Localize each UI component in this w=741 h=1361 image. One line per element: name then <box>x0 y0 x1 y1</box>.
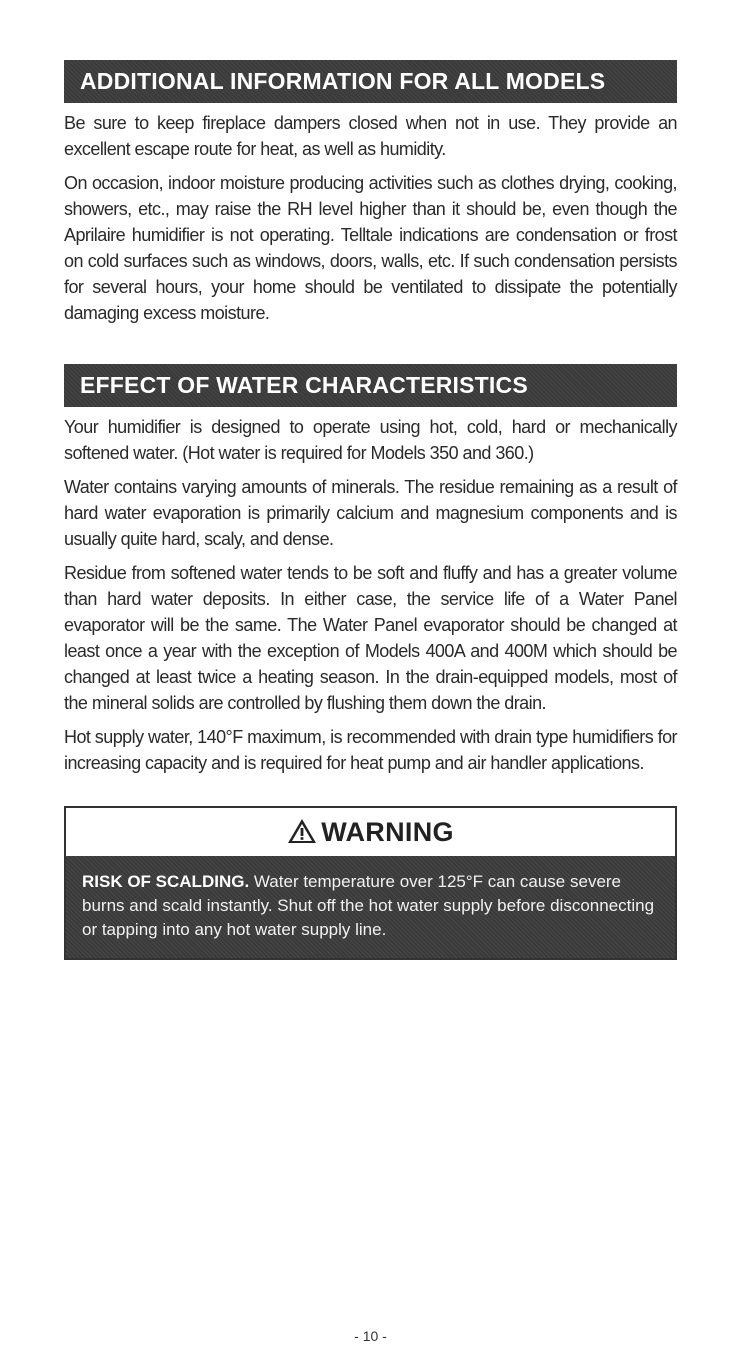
warning-body <box>66 856 675 958</box>
warning-title <box>66 808 675 856</box>
paragraph-fireplace-dampers: Be sure to keep fireplace dampers closed when not in use. They provide an excellent escape route for heat, as well as humidity. <box>64 113 677 159</box>
document-page <box>64 60 677 960</box>
warning-triangle-icon <box>287 811 317 859</box>
warning-lead: RISK OF SCALDING. <box>82 872 250 891</box>
paragraph-minerals: Water contains varying amounts of minerals. The residue remaining as a result of hard water evaporation is primarily calcium and magnesium components and is usually quite hard, scaly, and dense. <box>64 477 677 549</box>
section-header-water-characteristics: EFFECT OF WATER CHARACTERISTICS <box>64 364 677 407</box>
warning-box <box>64 806 677 960</box>
section-header-additional-info: ADDITIONAL INFORMATION FOR ALL MODELS <box>64 60 677 103</box>
warning-title-text: WARNING <box>321 817 454 847</box>
paragraph-softened-water-residue: Residue from softened water tends to be soft and fluffy and has a greater volume than hard water deposits. In either case, the service life of a Water Panel evaporator will be the same. The Water Panel evaporator should be changed at least once a year with the exception of Models 400A and 400M which should be changed at least twice a heating season. In the drain-equipped models, most of the mineral solids are controlled by flushing them down the drain. <box>64 563 677 713</box>
paragraph-hot-supply-water: Hot supply water, 140°F maximum, is recommended with drain type humidifiers for increasing capacity and is required for heat pump and air handler applications. <box>64 727 678 773</box>
warning-text: Water temperature over 125°F can cause severe burns and scald instantly. Shut off the hot water supply before disconnecting or tapping into any hot water supply line. <box>82 872 655 939</box>
paragraph-water-types: Your humidifier is designed to operate using hot, cold, hard or mechanically softened water. (Hot water is required for Models 350 and 360.) <box>64 417 677 463</box>
page-number: - 10 - <box>354 1328 387 1344</box>
paragraph-indoor-moisture: On occasion, indoor moisture producing activities such as clothes drying, cooking, showers, etc., may raise the RH level higher than it should be, even though the Aprilaire humidifier is not operating. Telltale indications are condensation or frost on cold surfaces such as windows, doors, walls, etc. If such condensation persists for several hours, your home should be ventilated to dissipate the potentially damaging excess moisture. <box>64 173 677 323</box>
